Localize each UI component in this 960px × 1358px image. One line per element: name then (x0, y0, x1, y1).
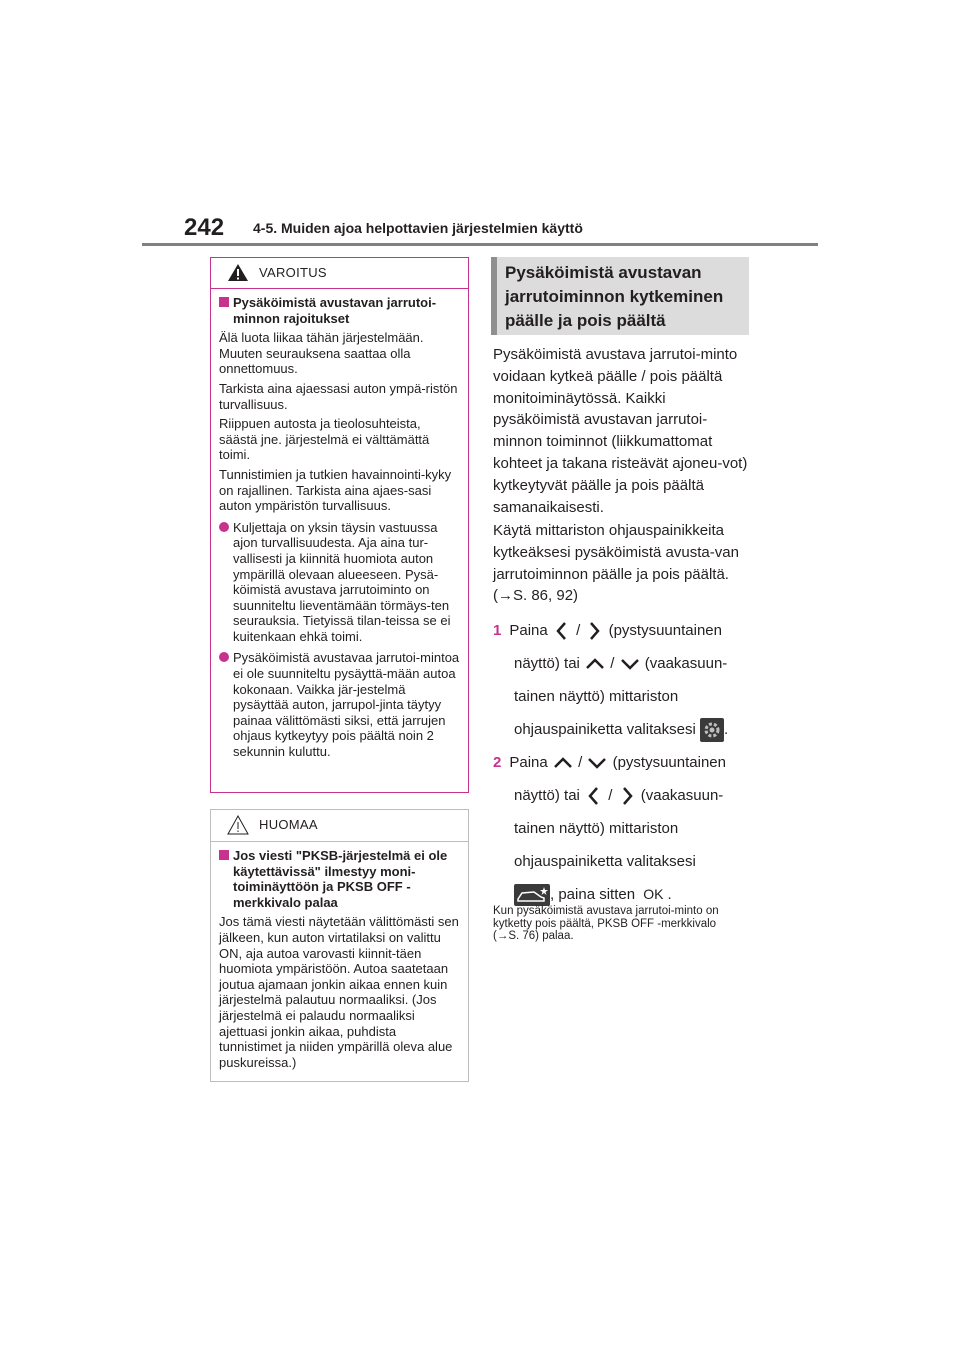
step-text: näyttö) tai (514, 787, 580, 804)
chevron-left-icon (552, 620, 572, 642)
notice-heading-text: Jos viesti "PKSB-järjestelmä ei ole käytettävissä" ilmestyy moni-toiminäyttöön ja PKSB OFF -merkkivalo palaa (233, 848, 448, 910)
chevron-up-icon (584, 654, 606, 674)
slash: / (576, 622, 581, 639)
pksb-car-icon (514, 884, 550, 906)
chevron-left-icon (584, 785, 604, 807)
section-heading: Pysäköimistä avustavan jarrutoiminnon kytkeminen päälle ja pois päältä (491, 257, 749, 335)
step-number: 1 (493, 622, 502, 639)
warning-paragraph: Älä luota liikaa tähän järjestelmään. Muuten seurauksena saattaa olla onnettomuus. (219, 330, 424, 377)
chevron-down-icon (619, 654, 641, 674)
notice-box (210, 809, 469, 1082)
warning-bullet (219, 520, 460, 645)
step-text: tainen näyttö) mittariston (514, 820, 679, 837)
warning-paragraph: Tunnistimien ja tutkien havainnointi-kyky on rajallinen. Tarkista aina ajaes-sasi auton ympäristön turvallisuus. (219, 466, 452, 514)
warning-title: VAROITUS (259, 265, 327, 280)
chevron-right-icon (584, 620, 604, 642)
step-text: ohjauspainiketta valitaksesi (514, 721, 696, 738)
section-paragraph-1: Pysäköimistä avustava jarrutoi-minto voidaan kytkeä päälle / pois päältä monitoiminäytössä. Kaikki pysäköimistä avustavan jarrutoi-minnon toiminnot (liikkumattomat kohteet ja takana risteävät ajoneu-vot) kytkeytyvät päälle ja pois päältä samanaikaisesti. (493, 346, 748, 516)
slash: / (610, 655, 615, 672)
chapter-title: 4-5. Muiden ajoa helpottavien järjestelmien käyttö (253, 220, 583, 236)
step-text: , paina sitten (550, 886, 636, 903)
notice-box-header (211, 810, 468, 842)
chevron-up-icon (552, 753, 574, 773)
step-number: 2 (493, 754, 502, 771)
warning-paragraph: Riippuen autosta ja tieolosuhteista, säästä jne. järjestelmä ei välttämättä toimi. (219, 416, 430, 463)
square-bullet (219, 850, 229, 860)
slash: / (608, 787, 613, 804)
step-text: tainen näyttö) mittariston (514, 688, 679, 705)
chevron-down-icon (586, 753, 608, 773)
step-2 (493, 746, 726, 911)
ok-button-label: OK (643, 886, 664, 902)
warning-paragraph: Tarkista aina ajaessasi auton ympä-ristön turvallisuus. (219, 380, 458, 412)
step-text: Paina (509, 622, 548, 639)
warning-box-header (211, 258, 468, 289)
page-number: 242 (184, 214, 225, 241)
chevron-right-icon (617, 785, 637, 807)
settings-gear-icon (700, 718, 724, 742)
period: . (667, 886, 672, 903)
notice-body: Jos tämä viesti näytetään välittömästi sen jälkeen, kun auton virtatilaksi on valittu ON, aja autoa varovasti kiinnit-täen huomiota ympäristöön. Autoa saatetaan joutua ajamaan jonkin aikaa ennen kuin järjestelmä palautuu normaaliksi. (Jos järjestelmä ei palaudu normaaliksi ajettuasi jonkin aikaa, puhdista tunnistimet ja niiden ympärillä oleva alue puskureissa.) (219, 914, 459, 1070)
round-bullet (219, 522, 229, 532)
warning-triangle-icon (227, 263, 249, 282)
warning-bullet (219, 650, 460, 759)
notice-title: HUOMAA (259, 817, 318, 832)
round-bullet (219, 652, 229, 662)
warning-box (210, 257, 469, 793)
step-text: (vaakasuun- (640, 787, 724, 804)
step-text: (vaakasuun- (644, 655, 728, 672)
step-text: Paina (509, 754, 548, 771)
square-bullet (219, 297, 229, 307)
warning-bullet-text: Pysäköimistä avustavaa jarrutoi-mintoa ei ole suunniteltu pysäyttä-mään autoa kokonaan. Vaikka jär-jestelmä pysäyttää auton, jarrupol-jinta täytyy painaa välittömästi siksi, että jarrujen ohjaus kytkeytyy pois päältä noin 2 sekunnin kuluttu. (233, 650, 460, 760)
notice-heading (219, 848, 460, 910)
period: . (723, 721, 729, 738)
section-paragraph-2: Käytä mittariston ohjauspainikkeita kytkeäksesi pysäköimistä avusta-van jarrutoiminnon päälle ja pois päältä. (→S. 86, 92) (493, 522, 739, 605)
step-text: (pystysuuntainen (608, 622, 722, 639)
warning-bullet-text: Kuljettaja on yksin täysin vastuussa ajon turvallisuudesta. Aja aina tur-vallisesti ja kiinnitä huomiota auton ympärillä olevaan alueeseen. Pysä-köimistä avustava jarrutoiminto on suunniteltu lieventämään törmäys-ten seurauksia. Tietyissä tilan-teissa se ei kuitenkaan ehkä toimi. (233, 519, 451, 644)
step-text: näyttö) tai (514, 655, 580, 672)
header-rule (142, 243, 818, 246)
footnote: Kun pysäköimistä avustava jarrutoi-minto on kytketty pois päältä, PKSB OFF -merkkivalo (→S. 76) palaa. (493, 905, 719, 943)
step-text: (pystysuuntainen (612, 754, 726, 771)
step-1 (493, 614, 728, 746)
step-text: ohjauspainiketta valitaksesi (514, 853, 696, 870)
warning-heading-text: Pysäköimistä avustavan jarrutoi-minnon rajoitukset (233, 295, 437, 326)
slash: / (578, 754, 583, 771)
notice-triangle-icon (227, 815, 249, 835)
warning-heading (219, 295, 460, 326)
